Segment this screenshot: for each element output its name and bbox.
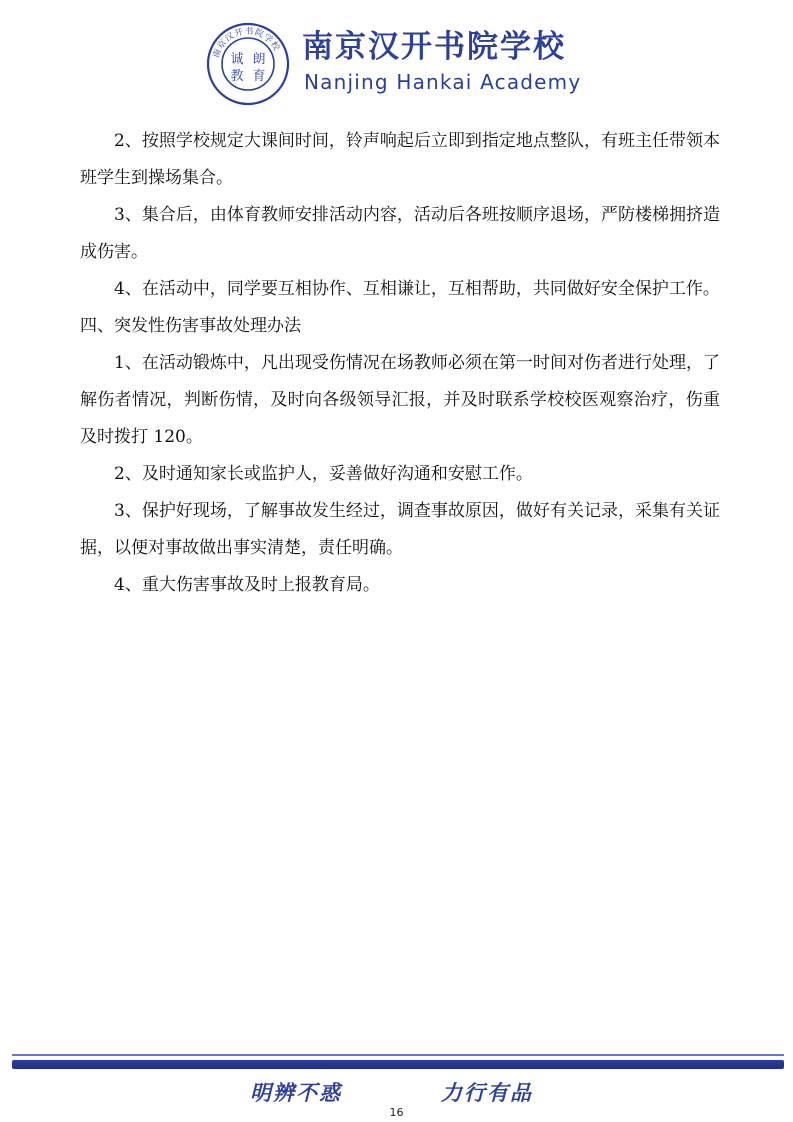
motto-right: 力行有品 xyxy=(441,1081,533,1105)
footer-divider-thin xyxy=(12,1054,784,1056)
paragraph: 4、在活动中，同学要互相协作、互相谦让，互相帮助，共同做好安全保护工作。 xyxy=(114,279,720,299)
svg-text:育: 育 xyxy=(252,69,266,84)
school-name-chinese: 南京汉开书院学校 xyxy=(302,29,566,65)
svg-text:诚: 诚 xyxy=(230,52,244,67)
footer-divider-bar xyxy=(12,1060,784,1069)
school-seal-logo xyxy=(206,22,290,106)
svg-text:教: 教 xyxy=(230,69,244,84)
paragraph: 3、集合后，由体育教师安排活动内容，活动后各班按顺序退场，严防楼梯拥挤造成伤害。 xyxy=(80,205,720,262)
paragraph: 3、保护好现场，了解事故发生经过，调查事故原因，做好有关记录，采集有关证据，以便对事故做出事实清楚，责任明确。 xyxy=(80,501,720,558)
page-number: 16 xyxy=(389,1106,404,1119)
section-heading: 四、突发性伤害事故处理办法 xyxy=(80,316,301,336)
motto-left: 明辨不惑 xyxy=(250,1081,342,1105)
paragraph: 4、重大伤害事故及时上报教育局。 xyxy=(114,575,380,595)
school-name-english: Nanjing Hankai Academy xyxy=(304,70,582,94)
paragraph: 1、在活动锻炼中，凡出现受伤情况在场教师必须在第一时间对伤者进行处理，了解伤者情况，判断伤情，及时向各级领导汇报，并及时联系学校校医观察治疗，伤重及时拨打 120。 xyxy=(80,353,720,447)
document-body xyxy=(80,123,720,604)
svg-text:南京汉开书院学校: 南京汉开书院学校 xyxy=(211,26,282,60)
paragraph: 2、按照学校规定大课间时间，铃声响起后立即到指定地点整队，有班主任带领本班学生到操场集合。 xyxy=(80,131,720,188)
paragraph: 2、及时通知家长或监护人，妥善做好沟通和安慰工作。 xyxy=(114,464,533,484)
svg-text:朗: 朗 xyxy=(252,52,266,67)
page-header xyxy=(206,22,596,106)
